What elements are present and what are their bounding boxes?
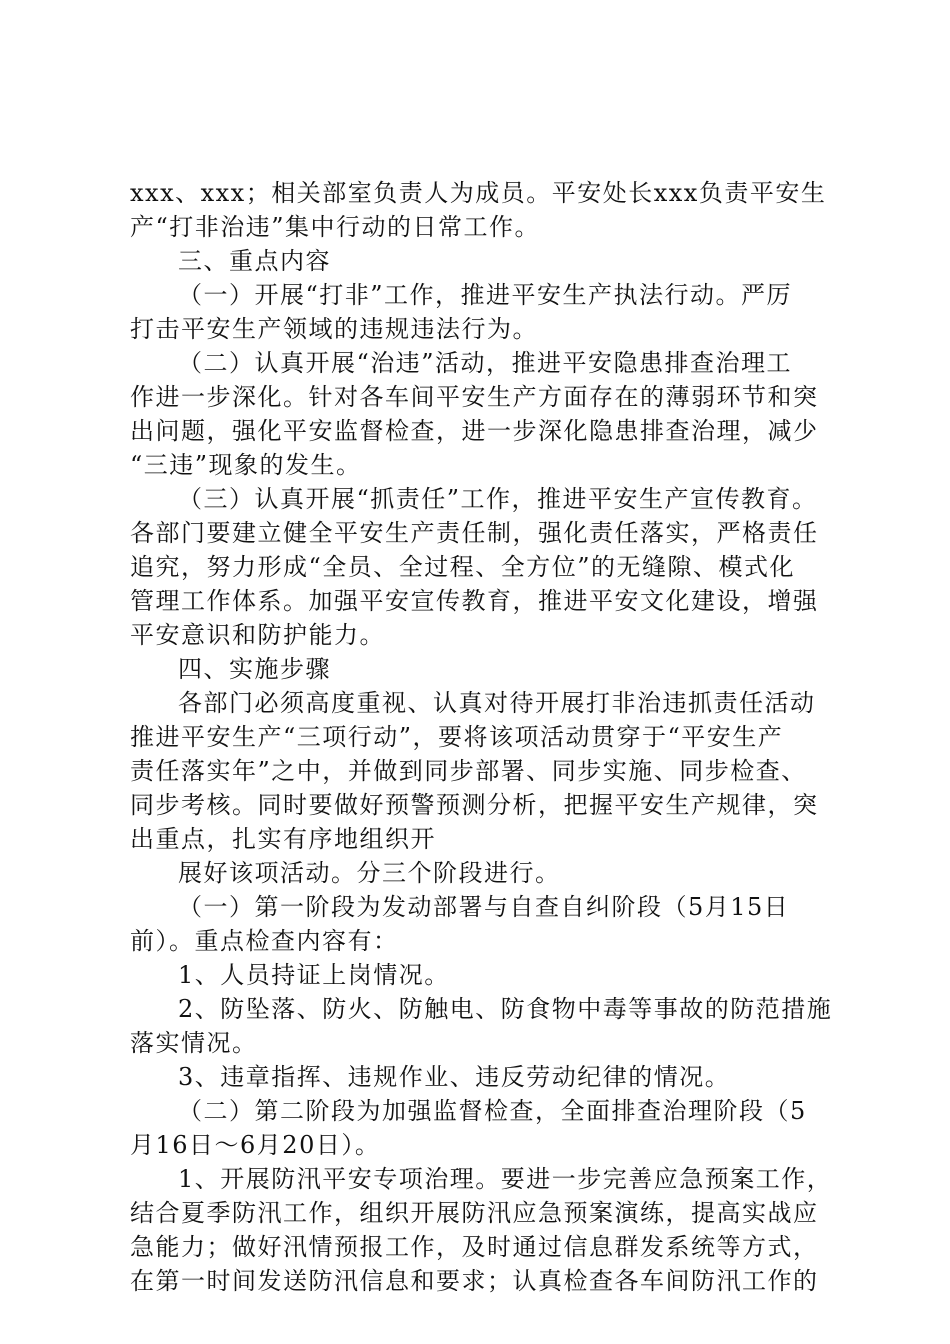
text-line: 平安意识和防护能力。 [130,621,385,649]
text-line: （一）第一阶段为发动部署与自查自纠阶段（5月15日 [178,893,790,921]
text-line: 各部门必须高度重视、认真对待开展打非治违抓责任活动 [178,689,816,717]
list-item: 2、防坠落、防火、防触电、防食物中毒等事故的防范措施 [178,995,833,1023]
list-item: 3、违章指挥、违规作业、违反劳动纪律的情况。 [178,1063,731,1091]
text-line: 展好该项活动。分三个阶段进行。 [178,859,561,887]
text-line: 追究，努力形成“全员、全过程、全方位”的无缝隙、模式化 [130,553,796,581]
text-line: 出问题，强化平安监督检查，进一步深化隐患排查治理，减少 [130,417,819,445]
list-item: 1、人员持证上岗情况。 [178,961,450,989]
list-item: 1、开展防汛平安专项治理。要进一步完善应急预案工作， [178,1165,833,1193]
text-line: 前）。重点检查内容有： [130,927,399,955]
text-line: 同步考核。同时要做好预警预测分析，把握平安生产规律，突 [130,791,819,819]
text-line: 推进平安生产“三项行动”，要将该项活动贯穿于“平安生产 [130,723,784,751]
text-line: 产“打非治违”集中行动的日常工作。 [130,213,541,241]
text-line: 月16日～6月20日）。 [130,1131,381,1159]
text-line: 打击平安生产领域的违规违法行为。 [130,315,538,343]
section-heading: 四、实施步骤 [178,655,331,683]
text-line: xxx、xxx；相关部室负责人为成员。平安处长xxx负责平安生 [130,179,827,207]
text-line: 出重点，扎实有序地组织开 [130,825,436,853]
text-line: 急能力；做好汛情预报工作，及时通过信息群发系统等方式， [130,1233,819,1261]
text-line: 结合夏季防汛工作，组织开展防汛应急预案演练，提高实战应 [130,1199,819,1227]
text-line: （二）认真开展“治违”活动，推进平安隐患排查治理工 [178,349,793,377]
text-line: 各部门要建立健全平安生产责任制，强化责任落实，严格责任 [130,519,819,547]
text-line: （一）开展“打非”工作，推进平安生产执法行动。严厉 [178,281,793,309]
text-line: “三违”现象的发生。 [130,451,362,479]
text-line: 在第一时间发送防汛信息和要求；认真检查各车间防汛工作的 [130,1267,819,1295]
text-line: 落实情况。 [130,1029,258,1057]
text-line: 责任落实年”之中，并做到同步部署、同步实施、同步检查、 [130,757,807,785]
section-heading: 三、重点内容 [178,247,331,275]
text-line: 作进一步深化。针对各车间平安生产方面存在的薄弱环节和突 [130,383,819,411]
text-line: （三）认真开展“抓责任”工作，推进平安生产宣传教育。 [178,485,818,513]
text-line: （二）第二阶段为加强监督检查，全面排查治理阶段（5 [178,1097,807,1125]
text-line: 管理工作体系。加强平安宣传教育，推进平安文化建设，增强 [130,587,819,615]
